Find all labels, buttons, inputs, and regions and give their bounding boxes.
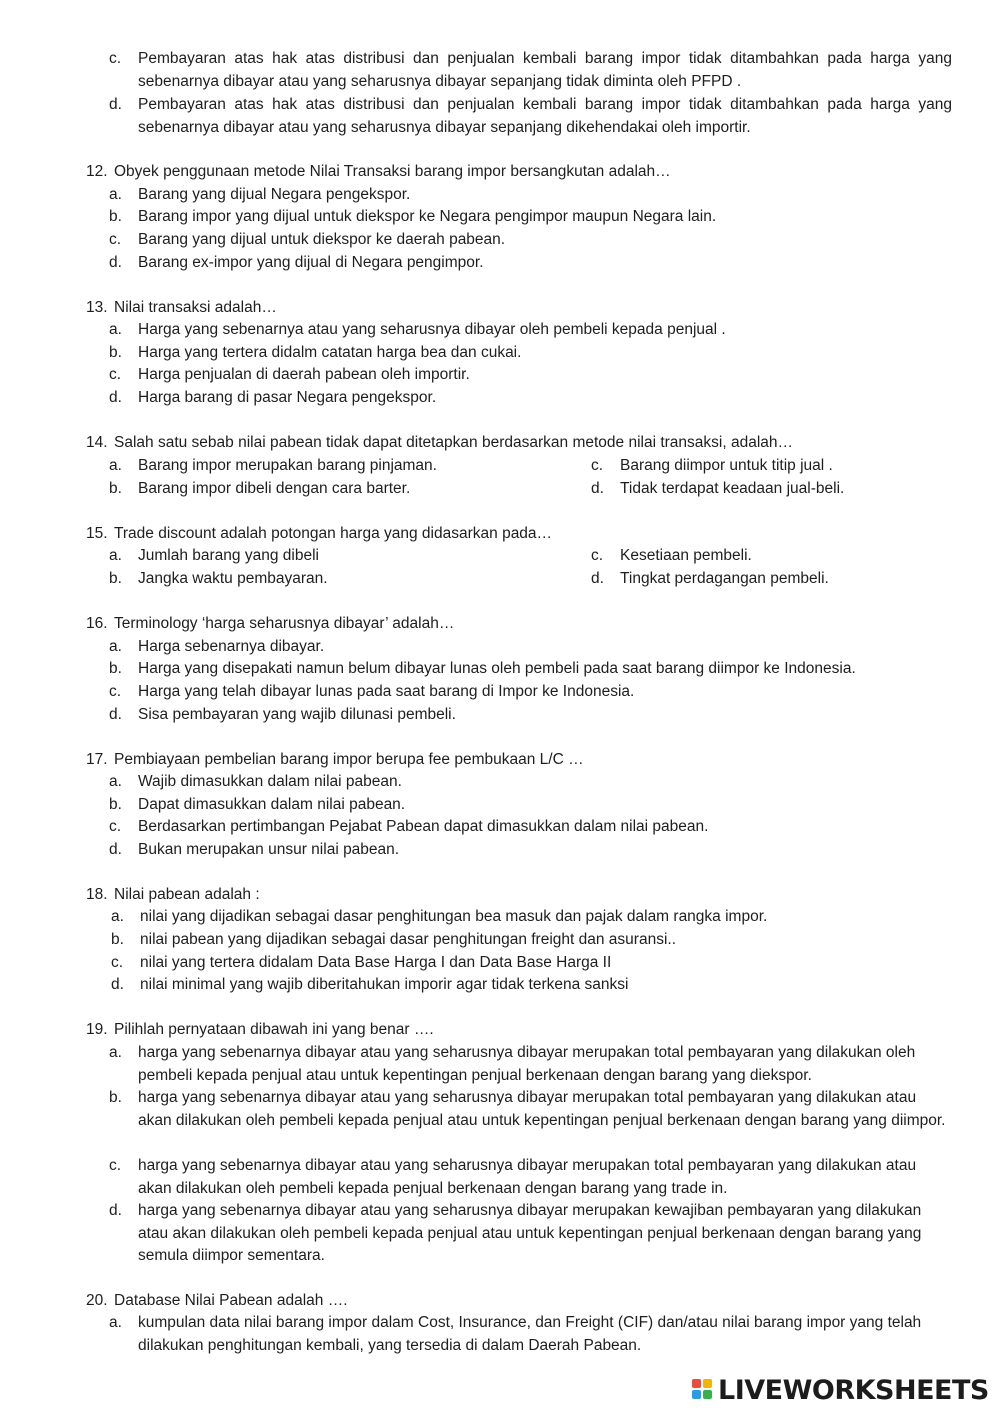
- option-text: Wajib dimasukkan dalam nilai pabean.: [138, 773, 402, 790]
- option-letter: a.: [109, 457, 122, 474]
- option-text: nilai yang tertera didalam Data Base Harga I dan Data Base Harga II: [140, 954, 612, 971]
- option-letter: b.: [109, 796, 122, 813]
- option-text: Kesetiaan pembeli.: [620, 547, 752, 564]
- option-text: kumpulan data nilai barang impor dalam Cost, Insurance, dan Freight (CIF) dan/atau nilai barang impor yang telah dilakukan penghitungan kembali, yang tersedia di dalam Daerah Pabean.: [138, 1314, 922, 1354]
- option-text: Barang yang dijual Negara pengekspor.: [138, 186, 411, 203]
- option-a: [109, 455, 579, 478]
- option-text: Harga barang di pasar Negara pengekspor.: [138, 389, 437, 406]
- option-d: [591, 568, 951, 591]
- option-a: [109, 184, 952, 207]
- option-letter: c.: [109, 818, 122, 835]
- option-letter: a.: [109, 1314, 122, 1331]
- question-number: 12.: [86, 163, 108, 180]
- option-d: [109, 252, 952, 275]
- option-c: [591, 455, 951, 478]
- option-text: harga yang sebenarnya dibayar atau yang seharusnya dibayar merupakan kewajiban pembayaran yang dilakukan atau akan dilakukan oleh pembeli kepada penjual atau untuk kepentingan penjual berkenaan dengan barang yang semula diimpor sementara.: [138, 1202, 922, 1265]
- option-text: Harga sebenarnya dibayar.: [138, 638, 325, 655]
- option-c: [109, 1155, 948, 1200]
- option-b: [109, 568, 579, 591]
- option-letter: c.: [109, 231, 122, 248]
- option-letter: a.: [111, 908, 124, 925]
- option-text: Harga yang disepakati namun belum dibayar lunas oleh pembeli pada saat barang diimpor ke Indonesia.: [138, 660, 856, 677]
- option-a: [109, 1312, 950, 1357]
- option-c: [111, 952, 952, 975]
- option-text: Pembayaran atas hak atas distribusi dan penjualan kembali barang impor tidak ditambahkan pada harga yang sebenarnya dibayar atau yang seharusnya dibayar sepanjang dikehendakai oleh importir.: [138, 96, 952, 136]
- option-c: [109, 229, 952, 252]
- option-letter: b.: [109, 480, 122, 497]
- liveworksheets-logo[interactable]: [692, 1373, 992, 1407]
- option-a: [109, 771, 952, 794]
- option-b: [109, 478, 579, 501]
- option-letter: d.: [109, 841, 122, 858]
- option-text: Dapat dimasukkan dalam nilai pabean.: [138, 796, 406, 813]
- option-text: Barang yang dijual untuk diekspor ke daerah pabean.: [138, 231, 506, 248]
- option-a: [111, 906, 952, 929]
- option-c: [109, 364, 952, 387]
- question-text: Database Nilai Pabean adalah ….: [114, 1292, 348, 1309]
- option-text: Barang impor dibeli dengan cara barter.: [138, 480, 411, 497]
- option-letter: d.: [591, 570, 604, 587]
- option-text: Harga yang tertera didalm catatan harga bea dan cukai.: [138, 344, 522, 361]
- option-text: Tingkat perdagangan pembeli.: [620, 570, 829, 587]
- option-d: [109, 704, 952, 727]
- option-text: Jumlah barang yang dibeli: [138, 547, 319, 564]
- question-text: Nilai pabean adalah :: [114, 886, 260, 903]
- option-text: Berdasarkan pertimbangan Pejabat Pabean dapat dimasukkan dalam nilai pabean.: [138, 818, 709, 835]
- option-text: nilai yang dijadikan sebagai dasar penghitungan bea masuk dan pajak dalam rangka impor.: [140, 908, 768, 925]
- option-text: Barang impor merupakan barang pinjaman.: [138, 457, 437, 474]
- option-letter: c.: [591, 457, 604, 474]
- option-d: [109, 1200, 948, 1268]
- question-number: 17.: [86, 751, 108, 768]
- option-letter: c.: [109, 683, 122, 700]
- option-d: [111, 974, 952, 997]
- logo-mark-icon: [692, 1376, 714, 1404]
- question-number: 20.: [86, 1292, 108, 1309]
- option-text: Barang ex-impor yang dijual di Negara pengimpor.: [138, 254, 484, 271]
- option-d: [109, 839, 952, 862]
- question-text: Pilihlah pernyataan dibawah ini yang benar ….: [114, 1021, 434, 1038]
- option-letter: a.: [109, 638, 122, 655]
- option-letter: d.: [591, 480, 604, 497]
- option-a: [109, 545, 579, 568]
- option-text: harga yang sebenarnya dibayar atau yang seharusnya dibayar merupakan total pembayaran yang dilakukan atau akan dilakukan oleh pembeli kepada penjual berkenaan dengan barang yang trade in.: [138, 1157, 917, 1197]
- option-text: nilai pabean yang dijadikan sebagai dasar penghitungan freight dan asuransi..: [140, 931, 677, 948]
- option-letter: d.: [109, 254, 122, 271]
- option-text: Harga yang telah dibayar lunas pada saat barang di Impor ke Indonesia.: [138, 683, 635, 700]
- question-text: Obyek penggunaan metode Nilai Transaksi barang impor bersangkutan adalah…: [114, 163, 671, 180]
- option-letter: a.: [109, 547, 122, 564]
- logo-text: LIVEWORKSHEETS: [718, 1374, 989, 1406]
- option-letter: d.: [109, 1202, 122, 1219]
- option-d: [109, 387, 952, 410]
- option-letter: a.: [109, 186, 122, 203]
- option-letter: a.: [109, 1044, 122, 1061]
- question-text: Trade discount adalah potongan harga yang didasarkan pada…: [114, 525, 553, 542]
- option-letter: a.: [109, 773, 122, 790]
- option-b: [109, 342, 952, 365]
- option-text: Pembayaran atas hak atas distribusi dan penjualan kembali barang impor tidak ditambahkan pada harga yang sebenarnya dibayar atau yang seharusnya dibayar sepanjang tidak diminta oleh PFPD .: [138, 50, 952, 90]
- option-letter: d.: [109, 706, 122, 723]
- option-letter: c.: [111, 954, 124, 971]
- option-b: [109, 794, 952, 817]
- option-text: Bukan merupakan unsur nilai pabean.: [138, 841, 400, 858]
- question-number: 16.: [86, 615, 108, 632]
- intro-option-d: [109, 94, 952, 139]
- option-b: [111, 929, 952, 952]
- option-letter: b.: [111, 931, 124, 948]
- option-letter: c.: [109, 366, 122, 383]
- question-number: 13.: [86, 299, 108, 316]
- option-text: Barang diimpor untuk titip jual .: [620, 457, 833, 474]
- intro-option-c: [109, 48, 952, 93]
- option-text: harga yang sebenarnya dibayar atau yang seharusnya dibayar merupakan total pembayaran yang dilakukan oleh pembeli kepada penjual atau untuk kepentingan penjual berkenaan dengan barang yang diekspor.: [138, 1044, 916, 1084]
- option-letter: c.: [591, 547, 604, 564]
- option-text: Harga penjualan di daerah pabean oleh importir.: [138, 366, 470, 383]
- option-c: [109, 816, 952, 839]
- option-c: [109, 681, 952, 704]
- option-letter: b.: [109, 660, 122, 677]
- option-text: harga yang sebenarnya dibayar atau yang seharusnya dibayar merupakan total pembayaran yang dilakukan atau akan dilakukan oleh pembeli kepada penjual atau untuk kepentingan penjual berkenaan dengan barang yang diimpor.: [138, 1089, 946, 1129]
- option-letter: a.: [109, 321, 122, 338]
- option-letter: c.: [109, 50, 122, 67]
- question-number: 14.: [86, 434, 108, 451]
- option-d: [591, 478, 951, 501]
- option-text: Tidak terdapat keadaan jual-beli.: [620, 480, 845, 497]
- question-text: Pembiayaan pembelian barang impor berupa fee pembukaan L/C …: [114, 751, 584, 768]
- option-letter: b.: [109, 208, 122, 225]
- option-text: Sisa pembayaran yang wajib dilunasi pembeli.: [138, 706, 456, 723]
- option-b: [109, 206, 952, 229]
- option-b: [109, 658, 952, 681]
- option-letter: b.: [109, 570, 122, 587]
- option-letter: d.: [109, 96, 122, 113]
- question-number: 18.: [86, 886, 108, 903]
- option-a: [109, 636, 952, 659]
- option-text: Jangka waktu pembayaran.: [138, 570, 328, 587]
- option-b: [109, 1087, 948, 1132]
- option-a: [109, 1042, 948, 1087]
- option-letter: d.: [111, 976, 124, 993]
- question-number: 19.: [86, 1021, 108, 1038]
- option-letter: d.: [109, 389, 122, 406]
- option-a: [109, 319, 952, 342]
- option-text: nilai minimal yang wajib diberitahukan imporir agar tidak terkena sanksi: [140, 976, 629, 993]
- question-text: Salah satu sebab nilai pabean tidak dapat ditetapkan berdasarkan metode nilai transaksi, adalah…: [114, 434, 794, 451]
- option-letter: c.: [109, 1157, 122, 1174]
- option-letter: b.: [109, 1089, 122, 1106]
- option-letter: b.: [109, 344, 122, 361]
- option-c: [591, 545, 951, 568]
- option-text: Barang impor yang dijual untuk diekspor ke Negara pengimpor maupun Negara lain.: [138, 208, 717, 225]
- question-text: Nilai transaksi adalah…: [114, 299, 277, 316]
- question-text: Terminology ‘harga seharusnya dibayar’ adalah…: [114, 615, 455, 632]
- question-number: 15.: [86, 525, 108, 542]
- option-text: Harga yang sebenarnya atau yang seharusnya dibayar oleh pembeli kepada penjual .: [138, 321, 726, 338]
